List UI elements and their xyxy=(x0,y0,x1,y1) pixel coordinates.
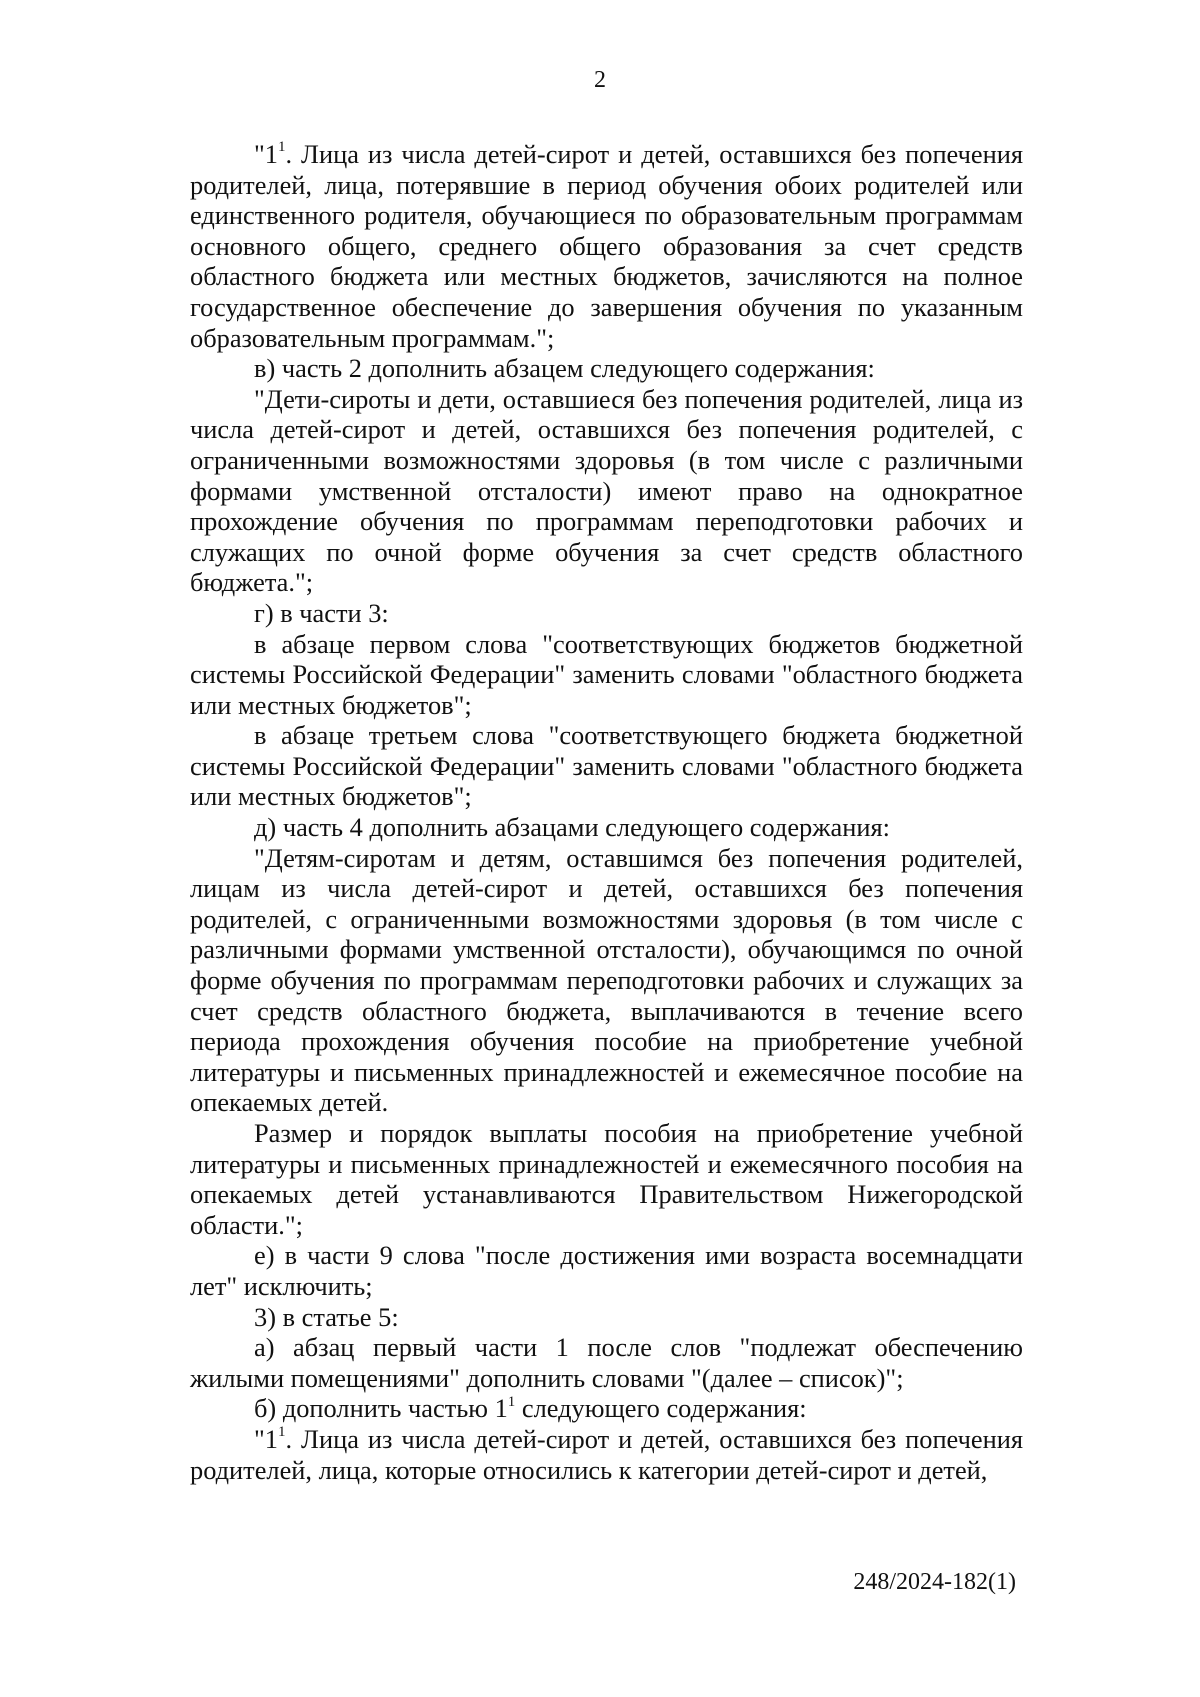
paragraph: "Детям-сиротам и детям, оставшимся без попечения родителей, лицам из числа детей-сирот и детей, оставшихся без попечения родителей, с ограниченными возможностями здоровья (в том числе с различными формами умственной отсталости), обучающимся по очной форме обучения по программам переподготовки рабочих и служащих за счет средств областного бюджета, выплачиваются в течение всего периода прохождения обучения пособие на приобретение учебной литературы и письменных принадлежностей и ежемесячное пособие на опекаемых детей. xyxy=(190,842,1023,1118)
paragraph: в абзаце третьем слова "соответствующего бюджета бюджетной системы Российской Федерации" заменить словами "областного бюджета или местных бюджетов"; xyxy=(190,720,1023,812)
document-code: 248/2024-182(1) xyxy=(853,1569,1016,1595)
superscript: 1 xyxy=(277,139,286,156)
paragraph: а) абзац первый части 1 после слов "подлежат обеспечению жилыми помещениями" дополнить словами "(далее – список)"; xyxy=(190,1332,1023,1393)
page-number: 2 xyxy=(594,67,606,93)
superscript: 1 xyxy=(277,1424,286,1441)
paragraph: "Дети-сироты и дети, оставшиеся без попечения родителей, лица из числа детей-сирот и детей, оставшихся без попечения родителей, с ограниченными возможностями здоровья (в том числе с различными формами умственной отсталости) имеют право на однократное прохождение обучения по программам переподготовки рабочих и служащих по очной форме обучения за счет средств областного бюджета."; xyxy=(190,383,1023,598)
paragraph: в) часть 2 дополнить абзацем следующего содержания: xyxy=(254,353,875,384)
paragraph: д) часть 4 дополнить абзацами следующего содержания: xyxy=(254,812,890,843)
paragraph: е) в части 9 слова "после достижения ими возраста восемнадцати лет" исключить; xyxy=(190,1240,1023,1301)
paragraph: б) дополнить частью $1^1$ следующего содержания: xyxy=(254,1393,807,1424)
paragraph: "$1^1$. Лица из числа детей-сирот и детей, оставшихся без попечения родителей, лица, которые относились к категории детей-сирот и детей, xyxy=(190,1423,1023,1485)
superscript: 1 xyxy=(507,1393,516,1410)
paragraph: г) в части 3: xyxy=(254,597,389,628)
paragraph: 3) в статье 5: xyxy=(254,1301,399,1332)
paragraph: Размер и порядок выплаты пособия на приобретение учебной литературы и письменных принадлежностей и ежемесячного пособия на опекаемых детей устанавливаются Правительством Нижегородской области."; xyxy=(190,1118,1023,1240)
document-body xyxy=(190,139,1023,1485)
paragraph: "$1^1$. Лица из числа детей-сирот и детей, оставшихся без попечения родителей, лица, потерявшие в период обучения обоих родителей или единственного родителя, обучающиеся по образовательным программам основного общего, среднего общего образования за счет средств областного бюджета или местных бюджетов, зачисляются на полное государственное обеспечение до завершения обучения по указанным образовательным программам."; xyxy=(190,139,1023,353)
paragraph: в абзаце первом слова "соответствующих бюджетов бюджетной системы Российской Федерации" заменить словами "областного бюджета или местных бюджетов"; xyxy=(190,628,1023,720)
